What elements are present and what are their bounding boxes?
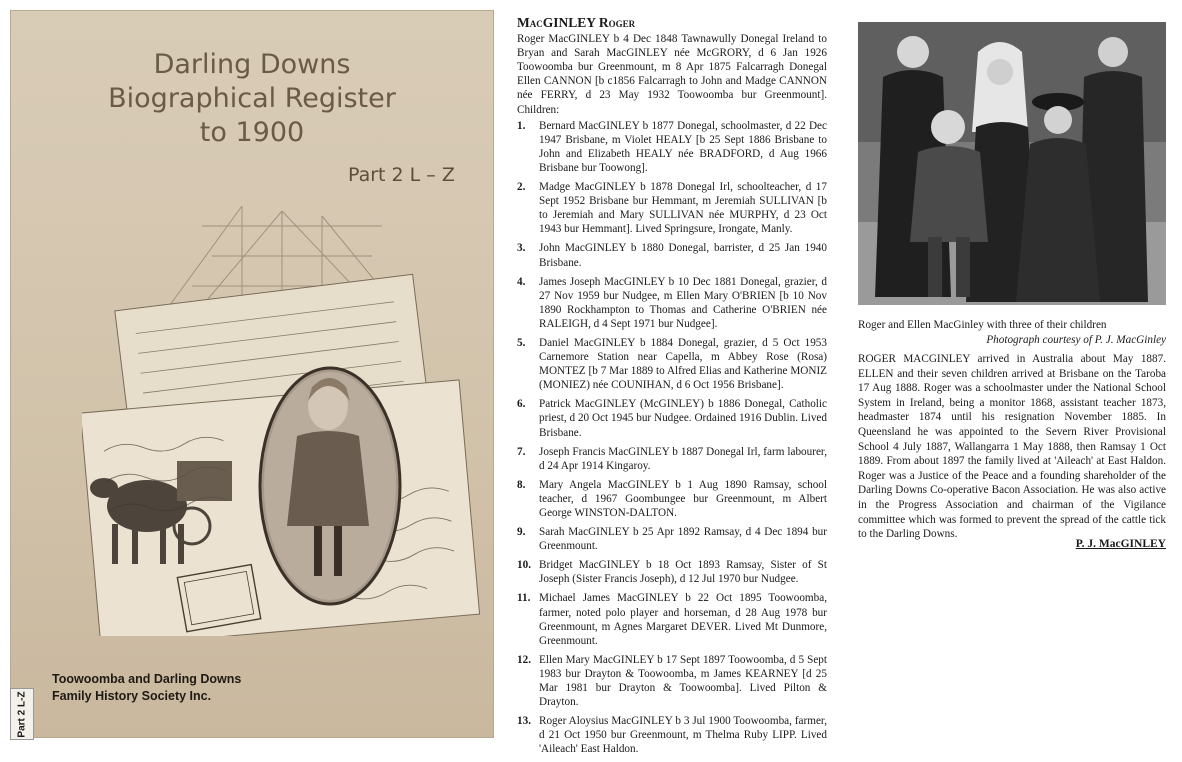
item-text: Michael James MacGINLEY b 22 Oct 1895 Toowoomba, farmer, noted polo player and horseman, d 28 Aug 1978 bur Greenmount, m Agnes Margaret DEVER. Lived Mt Dunmore, Greenmount.: [539, 592, 827, 647]
spine-label-text: Part 2 L-Z: [16, 690, 28, 738]
item-text: Bridget MacGINLEY b 18 Oct 1893 Ramsay, Sister of St Joseph (Sister Francis Joseph), d 12 Jul 1970 bur Nudgee.: [539, 559, 827, 586]
list-item: [517, 336, 827, 392]
biography-paragraph: ROGER MACGINLEY arrived in Australia about May 1887. ELLEN and their seven children arrived at Brisbane on the Taroba 17 Aug 1888. Roger was a schoolmaster under the National School System in Ireland, being a monitor 1868, assistant teacher 1873, headmaster 1874 until his resignation November 1885. In Queensland he was appointed to the Severn River Provisional School 4 July 1887, Wallangarra 1 May 1888, then Ramsay 1 Oct 1889. From about 1897 the family lived at 'Aileach' at East Haldon. Roger was a Justice of the Peace and a founding shareholder of the Darling Downs Co-operative Bacon Association. He was also active in the Progress Association and chairman of the Vigilance committee which was formed to prevent the spread of the cattle tick to the Darling Downs.: [858, 353, 1166, 541]
cover-publisher: [52, 671, 241, 705]
item-number: 6.: [517, 398, 526, 411]
cover-part-label: Part 2 L – Z: [348, 164, 455, 186]
entry-heading: MacGINLEY Roger: [517, 15, 636, 30]
register-entry: [517, 16, 827, 762]
photo-credit: Photograph courtesy of P. J. MacGinley: [986, 334, 1166, 346]
list-item: [517, 558, 827, 586]
list-item: [517, 119, 827, 175]
item-number: 4.: [517, 275, 526, 288]
family-photo-image: [858, 22, 1166, 305]
list-item: [517, 180, 827, 236]
list-item: [517, 445, 827, 473]
item-number: 3.: [517, 242, 526, 255]
list-item: [517, 275, 827, 331]
book-cover: [10, 10, 494, 738]
item-number: 5.: [517, 336, 526, 349]
caption-text: Roger and Ellen MacGinley with three of their children: [858, 319, 1107, 331]
item-text: Daniel MacGINLEY b 1884 Donegal, grazier, d 5 Oct 1953 Carnemore Station near Capella, m Abbey Rose (Rosa) MONTEZ [b 7 Mar 1889 to Alfred Elias and Katherine MONIZ (MONIEZ) née COUNIHAN, d 6 Oct 1956 Brisbane].: [539, 336, 827, 392]
list-item: [517, 714, 827, 756]
item-number: 11.: [517, 592, 531, 605]
children-list: [517, 119, 827, 757]
item-text: Madge MacGINLEY b 1878 Donegal Irl, schoolteacher, d 17 Sept 1952 Brisbane bur Hemmant, m Jeremiah SULLIVAN [b to Jeremiah and Mary SULLIVAN née MURPHY, d 23 Oct 1943 bur Hemmant]. Lived Springsure, Irongate, Manly.: [539, 181, 827, 236]
item-text: Patrick MacGINLEY (McGINLEY) b 1886 Donegal, Catholic priest, d 20 Oct 1945 bur Nudgee. Ordained 1916 Dublin. Lived Brisbane.: [539, 398, 827, 439]
family-photograph: [858, 22, 1166, 305]
cover-title-line: Biographical Register: [108, 83, 396, 114]
item-text: Sarah MacGINLEY b 25 Apr 1892 Ramsay, d 4 Dec 1894 bur Greenmount.: [539, 526, 827, 553]
item-number: 1.: [517, 119, 526, 132]
list-item: [517, 397, 827, 439]
item-number: 7.: [517, 445, 526, 458]
item-number: 8.: [517, 478, 526, 491]
item-text: Bernard MacGINLEY b 1877 Donegal, schoolmaster, d 22 Dec 1947 Brisbane, m Violet HEALY [b 25 Sept 1886 Brisbane to John and Elizabeth HEALY née BRADFORD, d Aug 1966 Brisbane bur Toowong].: [539, 119, 827, 174]
item-number: 13.: [517, 715, 531, 728]
list-item: [517, 478, 827, 520]
item-text: Ellen Mary MacGINLEY b 17 Sept 1897 Toowoomba, d 5 Sept 1983 bur Drayton & Toowoomba, m James KEARNEY [d 25 Mar 1981 bur Drayton & Toowoomba]. Lived Pilton & Drayton.: [539, 653, 827, 709]
list-item: [517, 241, 827, 269]
item-text: John MacGINLEY b 1880 Donegal, barrister, d 25 Jan 1940 Brisbane.: [539, 242, 827, 269]
cover-title: [10, 48, 494, 150]
publisher-line: Toowoomba and Darling Downs: [52, 672, 242, 686]
list-item: [517, 591, 827, 647]
item-text: Mary Angela MacGINLEY b 1 Aug 1890 Ramsay, school teacher, d 1967 Goombungee bur Greenmount, m Albert George WINSTON-DALTON.: [539, 478, 827, 519]
item-number: 10.: [517, 559, 531, 572]
cover-title-line: to 1900: [199, 117, 305, 148]
item-number: 12.: [517, 653, 531, 666]
cover-title-line: Darling Downs: [153, 49, 351, 80]
item-text: Joseph Francis MacGINLEY b 1887 Donegal Irl, farm labourer, d 24 Apr 1914 Kingaroy.: [539, 445, 827, 472]
cover-collage-illustration: [82, 206, 482, 636]
item-number: 9.: [517, 526, 526, 539]
item-text: James Joseph MacGINLEY b 10 Dec 1881 Donegal, grazier, d 27 Nov 1959 bur Nudgee, m Ellen Mary O'BRIEN [b 10 Nov 1890 Rockhampton to Thomas and Catherine O'BRIEN née RALEIGH, d 4 Sept 1971 bur Nudgee].: [539, 275, 827, 330]
list-item: [517, 653, 827, 709]
item-number: 2.: [517, 181, 526, 194]
publisher-line: Family History Society Inc.: [52, 689, 212, 703]
item-text: Roger Aloysius MacGINLEY b 3 Jul 1900 Toowoomba, farmer, d 21 Oct 1950 bur Greenmount, m Thelma Ruby LIPP. Lived 'Aileach' East Haldon.: [539, 715, 827, 756]
list-item: [517, 525, 827, 553]
photo-caption: [858, 318, 1166, 348]
biography-author: P. J. MacGINLEY: [1075, 538, 1166, 550]
entry-intro: Roger MacGINLEY b 4 Dec 1848 Tawnawully Donegal Ireland to Bryan and Sarah MacGINLEY née McGRORY, d 6 Jan 1926 Toowoomba bur Greenmount, m 8 Apr 1875 Falcarragh Donegal Ellen CANNON [b c1856 Falcarragh to John and Madge CANNON née FERRY, d 23 May 1932 Toowoomba bur Greenmount]. Children:: [517, 33, 827, 116]
library-spine-label: [10, 688, 34, 740]
